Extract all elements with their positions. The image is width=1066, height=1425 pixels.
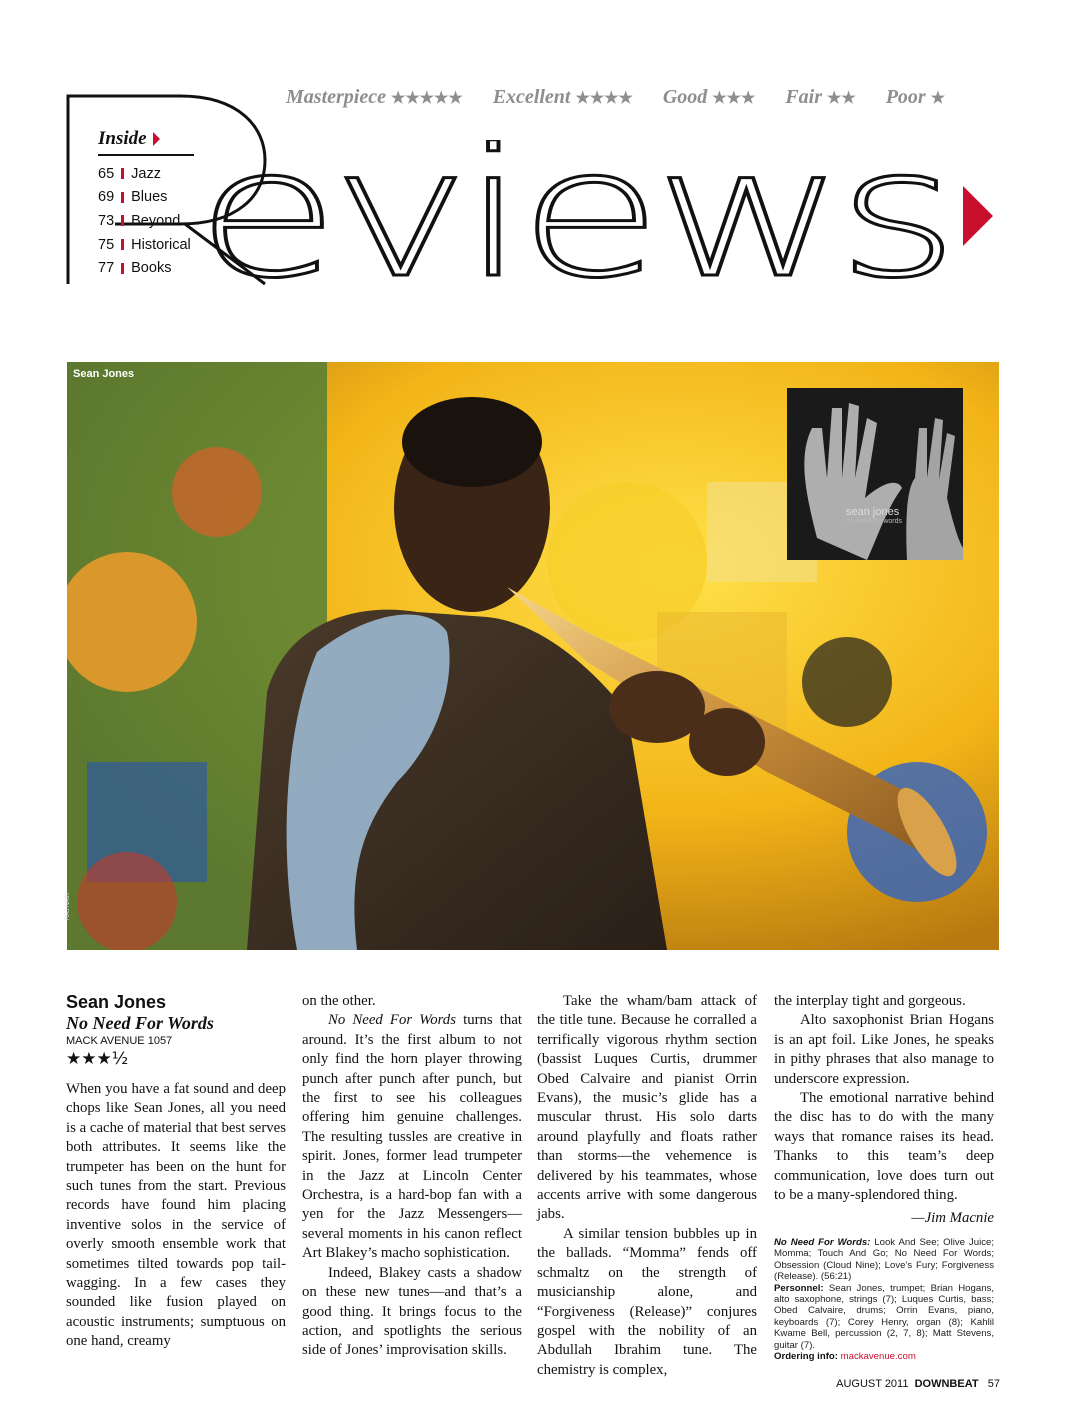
- album-artist: sean jones: [846, 506, 900, 518]
- rating-fair: Fair ★★: [785, 86, 856, 108]
- toc-item[interactable]: 75 Historical: [98, 236, 191, 253]
- body-paragraph: The emotional narrative behind the disc has to do with the many ways that romance raises its head. Thanks to this team’s deep communication, love does turn out to be a many-splendored thing.: [774, 1090, 994, 1204]
- body-paragraph: the interplay tight and gorgeous.: [774, 993, 966, 1009]
- body-paragraph: Take the wham/bam attack of the title tune. Because he corralled a terrifically vigorous rhythm section (bassist Luques Curtis, drummer Obed Calvaire and pianist Orrin Evans), the music’s glide has a muscular thrust. His solo darts around playfully and floats rather than storms—the vehemence is delivered by his teammates, whose accents arrive with some dangerous jabs.: [537, 993, 757, 1223]
- album-cover: [787, 388, 963, 560]
- rating-excellent: Excellent ★★★★: [492, 86, 633, 108]
- inside-heading: Inside: [98, 128, 194, 156]
- page-footer: AUGUST 2011 DOWNBEAT 57: [836, 1378, 1000, 1390]
- toc-item[interactable]: 65 Jazz: [98, 165, 161, 182]
- review-artist: Sean Jones: [66, 992, 167, 1012]
- article-column-1: [66, 992, 286, 1352]
- article-column-2: [302, 992, 522, 1361]
- photo-credit: RAJ NAIK: [65, 892, 71, 920]
- toc-item[interactable]: 73 Beyond: [98, 212, 181, 229]
- inside-arrow-icon: [153, 132, 160, 146]
- body-paragraph: When you have a fat sound and deep chops like Sean Jones, all you need is a cache of material that best serves both attributes. It seems like the trumpeter has been on the hunt for such tunes from the start. Previous records have found him placing inventive solos in the service of overly smooth ensemble work that sometimes tilted towards pop tail-wagging. In a few cases they sounded like fusion played on acoustic instruments; sumptuous on one hand, creamy: [66, 1081, 286, 1350]
- toc-item[interactable]: 69 Blues: [98, 189, 168, 206]
- review-rating: ★★★½: [66, 1049, 129, 1069]
- body-paragraph: Indeed, Blakey casts a shadow on these new tunes—and that’s a good thing. It brings focus to the action, and spotlights the serious side of Jones’ improvisation skills.: [302, 1264, 522, 1359]
- body-paragraph: No Need For Words turns that around. It’s the first album to not only find the horn player throwing punch after punch after punch, but the first to see his colleagues offering him genuine challenges. The resulting tussles are creative in spirit. Jones, former lead trumpeter in the Jazz at Lincoln Center Orchestra, is a hard-bop fan with a yen for the Jazz Messengers—several moments in his canon reflect Art Blakey’s macho sophistication.: [302, 1012, 522, 1262]
- toc-item[interactable]: 77 Books: [98, 260, 172, 277]
- photo-caption: Sean Jones: [73, 368, 135, 380]
- review-label: MACK AVENUE 1057: [66, 1035, 173, 1047]
- review-album: No Need For Words: [66, 1013, 214, 1033]
- inside-toc: [98, 128, 194, 280]
- rating-poor: Poor ★: [885, 86, 946, 108]
- album-title: no need for words: [846, 518, 903, 525]
- rating-masterpiece: Masterpiece ★★★★★: [286, 86, 463, 108]
- article-column-3: [537, 992, 757, 1380]
- rating-good: Good ★★★: [662, 86, 756, 108]
- masthead-eviews: [196, 140, 966, 290]
- ordering-link[interactable]: mackavenue.com: [840, 1350, 916, 1362]
- article-column-4: [774, 992, 994, 1362]
- body-paragraph: on the other.: [302, 993, 376, 1009]
- masthead-arrow-icon: [963, 186, 993, 246]
- svg-text:eviews: eviews: [196, 140, 951, 290]
- body-paragraph: Alto saxophonist Brian Hogans is an apt foil. Like Jones, he speaks in pithy phrases that also manage to underscore expression.: [774, 1012, 994, 1087]
- review-byline: —Jim Macnie: [911, 1210, 994, 1227]
- body-paragraph: A similar tension bubbles up in the ballads. “Momma” fends off schmaltz on the strength of musicianship alone, and “Forgiveness (Release)” conjures gospel with the nobility of an Abdullah Ibrahim tune. The chemistry is complex,: [537, 1225, 757, 1378]
- album-notes: No Need For Words: Look And See; Olive Juice; Momma; Touch And Go; No Need For Words; Obsession (Cloud Nine); Love’s Fury; Forgiveness (Release). (56:21) Personnel: Sean Jones, trumpet; Brian Hogans, alto saxophone, strings (7); Luques Curtis, bass; Obed Calvaire, drums; Orrin Evans, piano, keyboards (7); Corey Henry, organ (8); Kahlil Kwame Bell, percussion (2, 7, 8); Matt Stevens, guitar (7). Ordering info: mackavenue.com: [774, 1236, 994, 1362]
